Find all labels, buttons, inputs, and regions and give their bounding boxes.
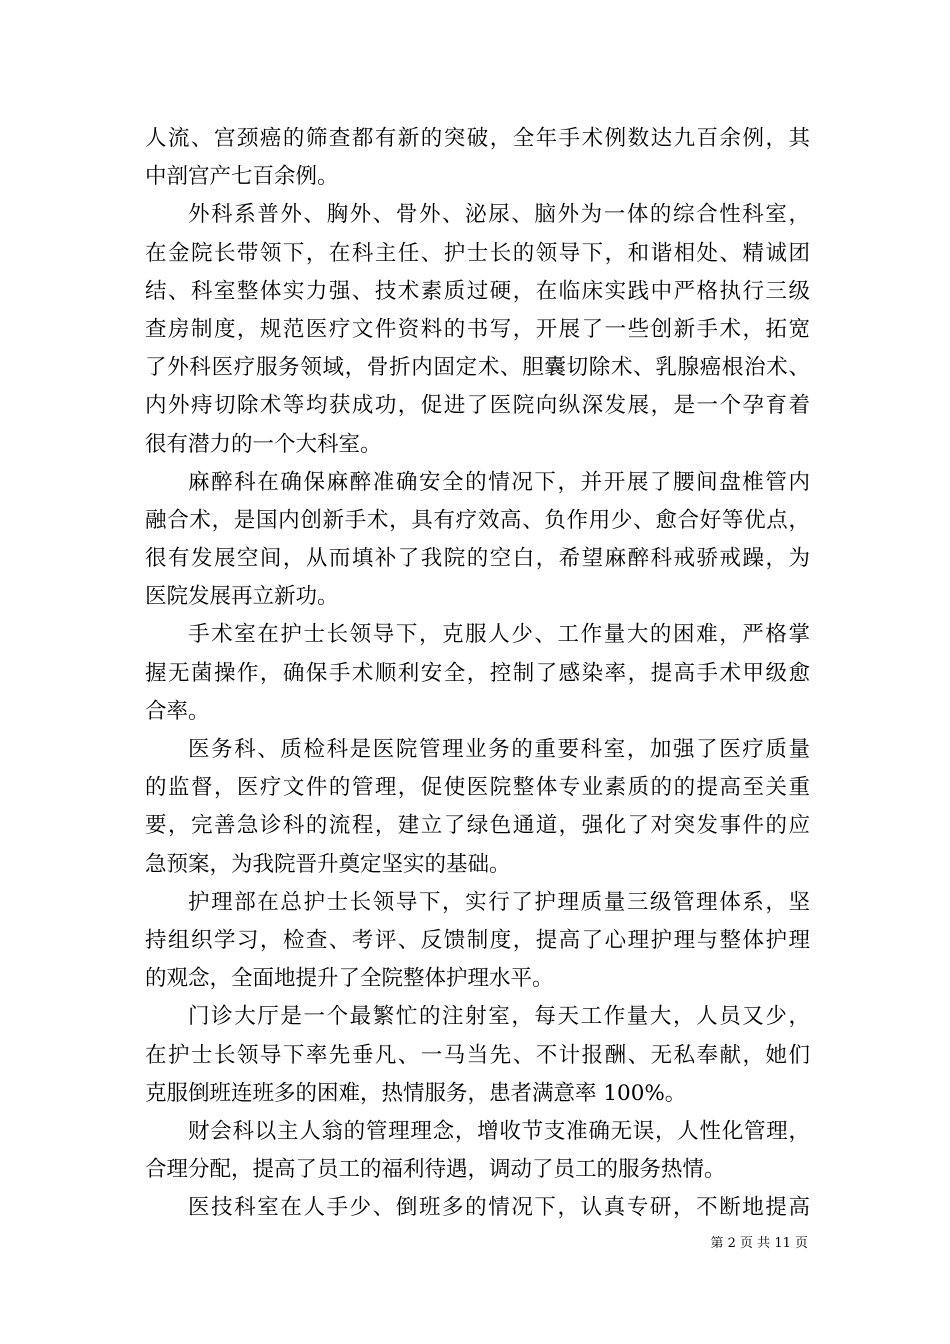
text-line: 融合术，是国内创新手术，具有疗效高、负作用少、愈合好等优点，: [145, 507, 810, 533]
text-line: 很有发展空间，从而填补了我院的空白，希望麻醉科戒骄戒躁，为: [145, 546, 810, 572]
text-line: 握无菌操作，确保手术顺利安全，控制了感染率，提高手术甲级愈: [145, 660, 810, 686]
text-line: 查房制度，规范医疗文件资料的书写，开展了一些创新手术，拓宽: [145, 316, 810, 342]
text-line: 结、科室整体实力强、技术素质过硬，在临床实践中严格执行三级: [145, 278, 810, 304]
paragraph-start-line: 麻醉科在确保麻醉准确安全的情况下，并开展了腰间盘椎管内: [188, 469, 810, 495]
text-line: 持组织学习，检查、考评、反馈制度，提高了心理护理与整体护理: [145, 927, 810, 953]
text-line: 急预案，为我院晋升奠定坚实的基础。: [145, 851, 511, 877]
text-line: 的监督，医疗文件的管理，促使医院整体专业素质的的提高至关重: [145, 775, 810, 801]
paragraph-start-line: 医务科、质检科是医院管理业务的重要科室，加强了医疗质量: [188, 737, 810, 762]
text-line: 在金院长带领下，在科主任、护士长的领导下，和谐相处、精诚团: [145, 240, 810, 266]
body-text: [145, 120, 810, 1227]
paragraph-start-line: 外科系普外、胸外、骨外、泌尿、脑外为一体的综合性科室，: [188, 202, 810, 228]
text-line: 的观念，全面地提升了全院整体护理水平。: [145, 966, 554, 992]
page-number-footer: 第 2 页 共 11 页: [710, 1236, 808, 1251]
text-line: 人流、宫颈癌的筛查都有新的突破，全年手术例数达九百余例，其: [145, 126, 810, 151]
text-line: 在护士长领导下率先垂凡、一马当先、不计报酬、无私奉献，她们: [145, 1042, 810, 1068]
paragraph-start-line: 医技科室在人手少、倒班多的情况下，认真专研，不断地提高: [188, 1195, 810, 1221]
text-line: 合理分配，提高了员工的福利待遇，调动了员工的服务热情。: [145, 1157, 726, 1183]
paragraph-start-line: 财会科以主人翁的管理理念，增收节支准确无误，人性化管理，: [188, 1118, 810, 1144]
text-line: 要，完善急诊科的流程，建立了绿色通道，强化了对突发事件的应: [145, 813, 810, 839]
paragraph-start-line: 护理部在总护士长领导下，实行了护理质量三级管理体系，坚: [188, 889, 810, 915]
text-line: 克服倒班连班多的困难，热情服务，患者满意率 100%。: [145, 1080, 687, 1106]
paragraph-start-line: 手术室在护士长领导下，克服人少、工作量大的困难，严格掌: [188, 622, 810, 648]
text-line: 很有潜力的一个大科室。: [145, 431, 382, 457]
text-line: 了外科医疗服务领域，骨折内固定术、胆囊切除术、乳腺癌根治术、: [145, 355, 810, 381]
paragraph-start-line: 门诊大厅是一个最繁忙的注射室，每天工作量大，人员又少，: [188, 1004, 810, 1030]
text-line: 医院发展再立新功。: [145, 584, 339, 610]
text-line: 合率。: [145, 698, 210, 724]
text-line: 内外痔切除术等均获成功，促进了医院向纵深发展，是一个孕育着: [145, 393, 810, 419]
text-line: 中剖宫产七百余例。: [145, 164, 339, 190]
